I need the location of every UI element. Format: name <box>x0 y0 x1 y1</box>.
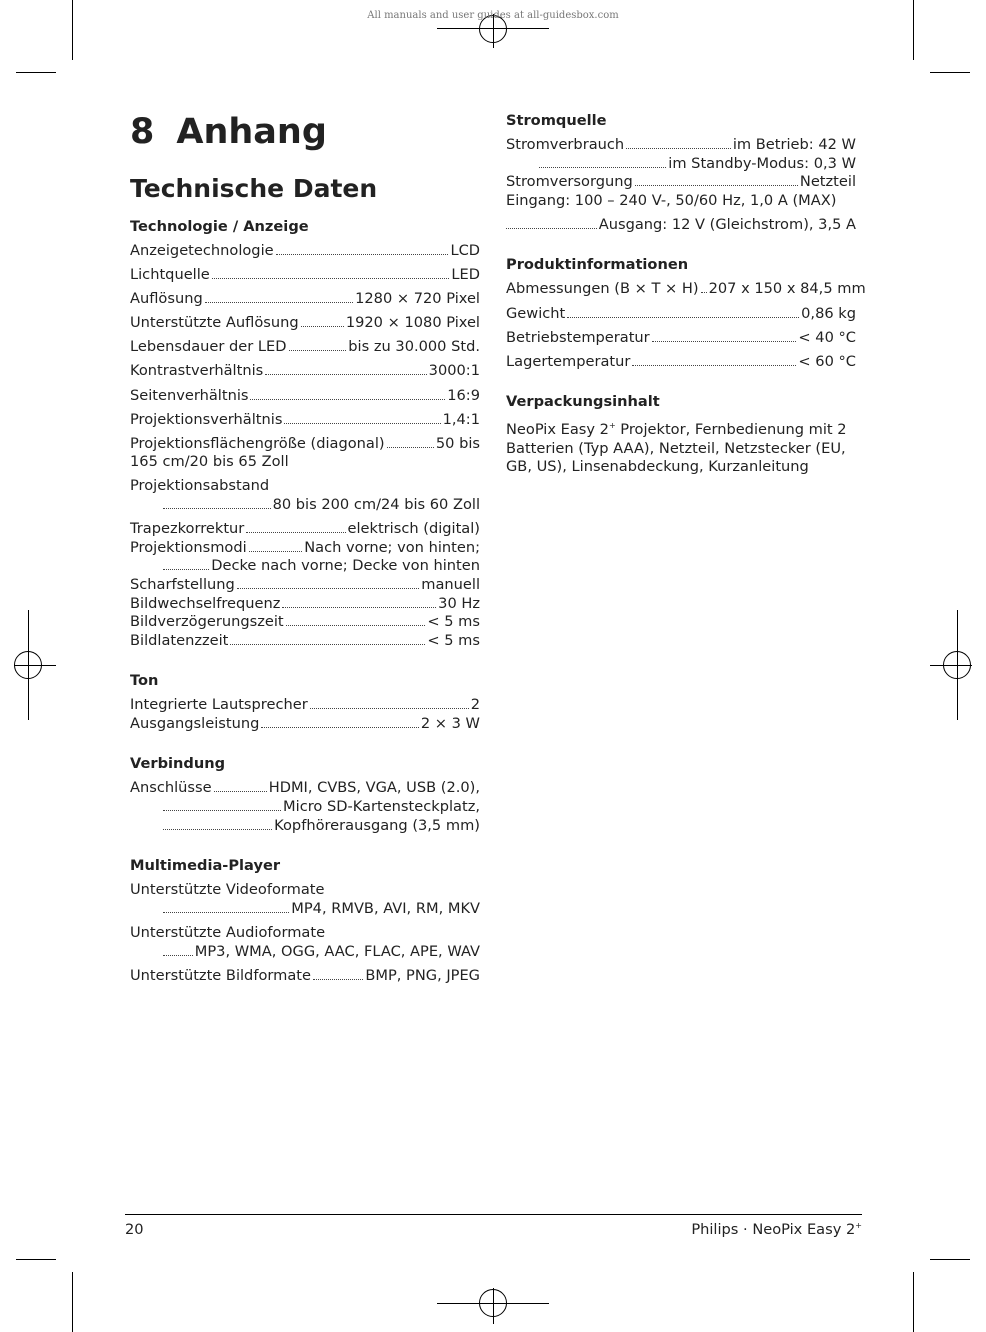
footer-divider <box>125 1214 862 1215</box>
spec-row-supply: Stromversorgung Netzteil <box>506 173 856 191</box>
spec-row: Bildwechselfrequenz 30 Hz <box>130 594 480 612</box>
footer-product: Philips · NeoPix Easy 2+ <box>691 1221 862 1238</box>
heading-multimedia: Multimedia-Player <box>130 857 281 875</box>
spec-row-consumption-cont: im Standby-Modus: 0,3 W <box>506 155 856 174</box>
spec-row: Ausgangsleistung 2 × 3 W <box>130 714 480 732</box>
spec-row-image: Unterstützte Bildformate BMP, PNG, JPEG <box>130 966 480 984</box>
spec-row-ports: Anschlüsse HDMI, CVBS, VGA, USB (2.0), <box>130 779 480 797</box>
spec-row: Anzeigetechnologie LCD <box>130 242 480 259</box>
spec-row-video: MP4, RMVB, AVI, RM, MKV <box>130 900 480 919</box>
spec-row: Seitenverhältnis 16:9 <box>130 386 480 404</box>
section-title: Technische Daten <box>130 174 378 203</box>
spec-row-keystone: Trapezkorrektur elektrisch (digital) <box>130 520 480 538</box>
heading-connection: Verbindung <box>130 755 226 773</box>
spec-row-ports-cont: Micro SD-Kartensteckplatz, <box>130 798 480 817</box>
heading-power: Stromquelle <box>506 112 607 129</box>
spec-row: Bildverzögerungszeit < 5 ms <box>130 613 480 631</box>
spec-row-consumption: Stromverbrauch im Betrieb: 42 W <box>506 136 856 153</box>
spec-row: Kontrastverhältnis 3000:1 <box>130 362 480 380</box>
heading-technology: Technologie / Anzeige <box>130 218 309 235</box>
spec-row: Lichtquelle LED <box>130 266 480 284</box>
chapter-name: Anhang <box>176 112 327 152</box>
spec-row: Gewicht 0,86 kg <box>506 304 856 322</box>
page-number: 20 <box>125 1221 144 1238</box>
spec-row-screen-size: Projektionsflächengröße (diagonal) 50 bis <box>130 434 480 452</box>
spec-label-audio: Unterstützte Audioformate <box>130 923 326 941</box>
spec-row-distance: 80 bis 200 cm/24 bis 60 Zoll <box>130 496 480 515</box>
spec-row: Lagertemperatur < 60 °C <box>506 352 856 370</box>
spec-row: Unterstützte Auflösung 1920 × 1080 Pixel <box>130 314 480 332</box>
heading-sound: Ton <box>130 672 159 690</box>
spec-row: Betriebstemperatur < 40 °C <box>506 328 856 346</box>
chapter-number: 8 <box>130 112 155 152</box>
spec-row: Projektionsverhältnis 1,4:1 <box>130 410 480 428</box>
spec-row: Integrierte Lautsprecher 2 <box>130 696 480 714</box>
spec-row: Abmessungen (B × T × H) 207 x 150 x 84,5 mm <box>506 280 866 298</box>
spec-label-video: Unterstützte Videoformate <box>130 881 325 899</box>
watermark: All manuals and user guides at all-guidesbox.com <box>367 10 619 21</box>
heading-package: Verpackungsinhalt <box>506 393 660 411</box>
spec-row-modes: Projektionsmodi Nach vorne; von hinten; <box>130 538 480 556</box>
spec-label-distance: Projektionsabstand <box>130 477 270 495</box>
spec-row-ports-cont: Kopfhörerausgang (3,5 mm) <box>130 817 480 836</box>
spec-row-supply-output: Ausgang: 12 V (Gleichstrom), 3,5 A <box>506 216 856 235</box>
right-column <box>506 110 866 477</box>
spec-row: Auflösung 1280 × 720 Pixel <box>130 290 480 308</box>
left-column <box>130 110 480 985</box>
spec-row: Bildlatenzzeit < 5 ms <box>130 631 480 649</box>
spec-supply-input: Eingang: 100 – 240 V-, 50/60 Hz, 1,0 A (MAX) <box>506 191 837 209</box>
spec-row-audio: MP3, WMA, OGG, AAC, FLAC, APE, WAV <box>130 943 480 962</box>
spec-value-screen-size: 165 cm/20 bis 65 Zoll <box>130 453 289 471</box>
heading-product: Produktinformationen <box>506 256 689 274</box>
spec-row: Scharfstellung manuell <box>130 575 480 593</box>
spec-row-modes-cont: Decke nach vorne; Decke von hinten <box>130 557 480 576</box>
chapter-title <box>130 110 480 154</box>
spec-row: Lebensdauer der LED bis zu 30.000 Std. <box>130 338 480 356</box>
package-contents: NeoPix Easy 2+ Projektor, Fernbedienung mit 2 Batterien (Typ AAA), Netzteil, Netzstecker (EU, GB, US), Linsenabdeckung, Kurzanleitung <box>506 421 847 476</box>
